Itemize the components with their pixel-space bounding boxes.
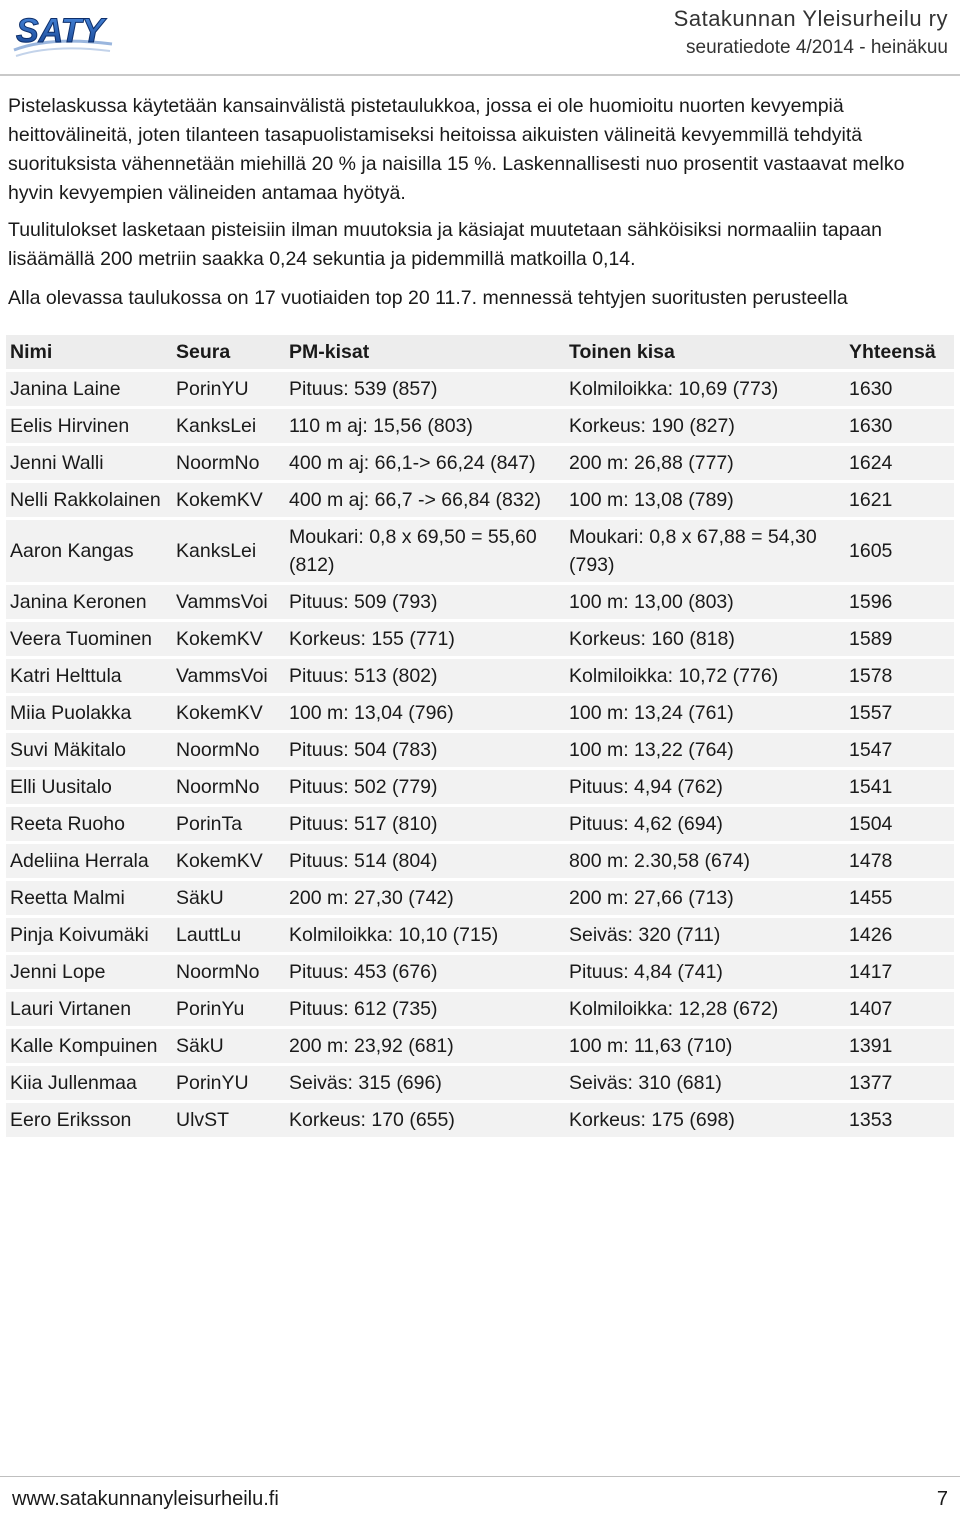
table-row [6, 696, 954, 730]
cell-club: SäkU [172, 1029, 285, 1063]
cell-club: KanksLei [172, 409, 285, 443]
table-row [6, 520, 954, 582]
cell-second: 100 m: 13,00 (803) [565, 585, 845, 619]
table-row [6, 585, 954, 619]
results-table [6, 332, 954, 1140]
cell-total: 1578 [845, 659, 954, 693]
footer-divider [0, 1476, 960, 1477]
cell-pm: Pituus: 612 (735) [285, 992, 565, 1026]
table-row [6, 1103, 954, 1137]
cell-name: Janina Laine [6, 372, 172, 406]
cell-second: Kolmiloikka: 10,72 (776) [565, 659, 845, 693]
cell-pm: Pituus: 517 (810) [285, 807, 565, 841]
cell-pm: Pituus: 513 (802) [285, 659, 565, 693]
cell-total: 1624 [845, 446, 954, 480]
cell-second: Pituus: 4,84 (741) [565, 955, 845, 989]
cell-name: Miia Puolakka [6, 696, 172, 730]
cell-pm: Kolmiloikka: 10,10 (715) [285, 918, 565, 952]
cell-name: Veera Tuominen [6, 622, 172, 656]
cell-second: 100 m: 11,63 (710) [565, 1029, 845, 1063]
cell-second: Korkeus: 175 (698) [565, 1103, 845, 1137]
saty-logo [10, 6, 116, 60]
cell-name: Suvi Mäkitalo [6, 733, 172, 767]
cell-total: 1630 [845, 409, 954, 443]
cell-second: Seiväs: 320 (711) [565, 918, 845, 952]
cell-pm: 400 m aj: 66,1-> 66,24 (847) [285, 446, 565, 480]
cell-name: Pinja Koivumäki [6, 918, 172, 952]
cell-club: NoormNo [172, 770, 285, 804]
cell-total: 1589 [845, 622, 954, 656]
table-header-row [6, 335, 954, 369]
cell-name: Reeta Ruoho [6, 807, 172, 841]
table-row [6, 992, 954, 1026]
cell-total: 1547 [845, 733, 954, 767]
cell-club: VammsVoi [172, 659, 285, 693]
cell-name: Kiia Jullenmaa [6, 1066, 172, 1100]
cell-club: PorinYU [172, 372, 285, 406]
cell-total: 1426 [845, 918, 954, 952]
cell-name: Lauri Virtanen [6, 992, 172, 1026]
table-row [6, 881, 954, 915]
cell-pm: 200 m: 27,30 (742) [285, 881, 565, 915]
intro-text [8, 92, 952, 323]
table-row [6, 659, 954, 693]
cell-club: KokemKV [172, 483, 285, 517]
table-row [6, 1029, 954, 1063]
cell-pm: Pituus: 453 (676) [285, 955, 565, 989]
table-row [6, 918, 954, 952]
cell-name: Janina Keronen [6, 585, 172, 619]
cell-pm: Moukari: 0,8 x 69,50 = 55,60 (812) [285, 520, 565, 582]
cell-name: Adeliina Herrala [6, 844, 172, 878]
header-divider [0, 74, 960, 76]
cell-total: 1407 [845, 992, 954, 1026]
header-total: Yhteensä [845, 335, 954, 369]
cell-club: NoormNo [172, 955, 285, 989]
cell-total: 1377 [845, 1066, 954, 1100]
cell-club: PorinYu [172, 992, 285, 1026]
cell-total: 1621 [845, 483, 954, 517]
page-number: 7 [936, 1488, 948, 1510]
cell-pm: Korkeus: 155 (771) [285, 622, 565, 656]
cell-club: KokemKV [172, 622, 285, 656]
cell-name: Eelis Hirvinen [6, 409, 172, 443]
cell-second: Pituus: 4,94 (762) [565, 770, 845, 804]
cell-name: Jenni Lope [6, 955, 172, 989]
cell-pm: Pituus: 509 (793) [285, 585, 565, 619]
paragraph-table-intro: Alla olevassa taulukossa on 17 vuotiaiden top 20 11.7. mennessä tehtyjen suoritusten perusteella [8, 287, 848, 309]
cell-second: 100 m: 13,22 (764) [565, 733, 845, 767]
cell-club: PorinTa [172, 807, 285, 841]
table-row [6, 622, 954, 656]
cell-pm: 200 m: 23,92 (681) [285, 1029, 565, 1063]
table-row [6, 446, 954, 480]
table-row [6, 770, 954, 804]
header-name: Nimi [6, 335, 172, 369]
table-row [6, 1066, 954, 1100]
cell-club: LauttLu [172, 918, 285, 952]
cell-total: 1605 [845, 520, 954, 582]
table-row [6, 844, 954, 878]
cell-pm: 100 m: 13,04 (796) [285, 696, 565, 730]
table-row [6, 372, 954, 406]
cell-name: Eero Eriksson [6, 1103, 172, 1137]
cell-total: 1455 [845, 881, 954, 915]
cell-second: Seiväs: 310 (681) [565, 1066, 845, 1100]
paragraph-wind: Tuulitulokset lasketaan pisteisiin ilman muutoksia ja käsiajat muutetaan sähköisiksi normaaliin tapaan lisäämällä 200 metriin saakka 0,24 sekuntia ja pidemmillä matkoilla 0,14. [8, 219, 882, 270]
cell-second: 800 m: 2.30,58 (674) [565, 844, 845, 878]
cell-name: Elli Uusitalo [6, 770, 172, 804]
table-row [6, 955, 954, 989]
header-club: Seura [172, 335, 285, 369]
cell-club: KokemKV [172, 696, 285, 730]
cell-second: Pituus: 4,62 (694) [565, 807, 845, 841]
cell-pm: Pituus: 502 (779) [285, 770, 565, 804]
cell-total: 1504 [845, 807, 954, 841]
cell-pm: Pituus: 514 (804) [285, 844, 565, 878]
cell-total: 1541 [845, 770, 954, 804]
logo-text: SATY [16, 12, 105, 50]
cell-total: 1630 [845, 372, 954, 406]
cell-club: KokemKV [172, 844, 285, 878]
cell-pm: 110 m aj: 15,56 (803) [285, 409, 565, 443]
table-row [6, 733, 954, 767]
cell-total: 1353 [845, 1103, 954, 1137]
cell-pm: Pituus: 504 (783) [285, 733, 565, 767]
cell-pm: Seiväs: 315 (696) [285, 1066, 565, 1100]
header-second: Toinen kisa [565, 335, 845, 369]
cell-second: Moukari: 0,8 x 67,88 = 54,30 (793) [565, 520, 845, 582]
cell-name: Nelli Rakkolainen [6, 483, 172, 517]
cell-club: PorinYU [172, 1066, 285, 1100]
cell-second: Kolmiloikka: 10,69 (773) [565, 372, 845, 406]
cell-total: 1557 [845, 696, 954, 730]
cell-second: Korkeus: 190 (827) [565, 409, 845, 443]
cell-total: 1417 [845, 955, 954, 989]
cell-second: 100 m: 13,08 (789) [565, 483, 845, 517]
cell-total: 1391 [845, 1029, 954, 1063]
cell-pm: 400 m aj: 66,7 -> 66,84 (832) [285, 483, 565, 517]
cell-second: 200 m: 26,88 (777) [565, 446, 845, 480]
table-row [6, 409, 954, 443]
cell-pm: Korkeus: 170 (655) [285, 1103, 565, 1137]
cell-second: Korkeus: 160 (818) [565, 622, 845, 656]
cell-name: Reetta Malmi [6, 881, 172, 915]
org-name: Satakunnan Yleisurheilu ry [673, 6, 948, 31]
table-body [6, 372, 954, 1137]
page-header [0, 0, 960, 80]
cell-name: Aaron Kangas [6, 520, 172, 582]
cell-pm: Pituus: 539 (857) [285, 372, 565, 406]
cell-club: SäkU [172, 881, 285, 915]
cell-total: 1596 [845, 585, 954, 619]
header-pm: PM-kisat [285, 335, 565, 369]
footer-url[interactable]: www.satakunnanyleisurheilu.fi [12, 1488, 279, 1510]
cell-name: Katri Helttula [6, 659, 172, 693]
cell-total: 1478 [845, 844, 954, 878]
cell-club: UlvST [172, 1103, 285, 1137]
cell-club: NoormNo [172, 446, 285, 480]
cell-second: 100 m: 13,24 (761) [565, 696, 845, 730]
table-row [6, 807, 954, 841]
cell-name: Jenni Walli [6, 446, 172, 480]
cell-club: VammsVoi [172, 585, 285, 619]
cell-second: Kolmiloikka: 12,28 (672) [565, 992, 845, 1026]
cell-name: Kalle Kompuinen [6, 1029, 172, 1063]
cell-club: NoormNo [172, 733, 285, 767]
issue-label: seuratiedote 4/2014 - heinäkuu [686, 37, 948, 58]
cell-second: 200 m: 27,66 (713) [565, 881, 845, 915]
table-row [6, 483, 954, 517]
cell-club: KanksLei [172, 520, 285, 582]
paragraph-scoring: Pistelaskussa käytetään kansainvälistä pistetaulukkoa, jossa ei ole huomioitu nuorten kevyempiä heittovälineitä, joten tilanteen tasapuolistamiseksi heitoissa aikuisten välineitä kevyemmillä tehdyitä suorituksista vähennetään miehillä 20 % ja naisilla 15 %. Laskennallisesti nuo prosentit vastaavat melko hyvin kevyempien välineiden antamaa hyötyä. [8, 95, 905, 204]
